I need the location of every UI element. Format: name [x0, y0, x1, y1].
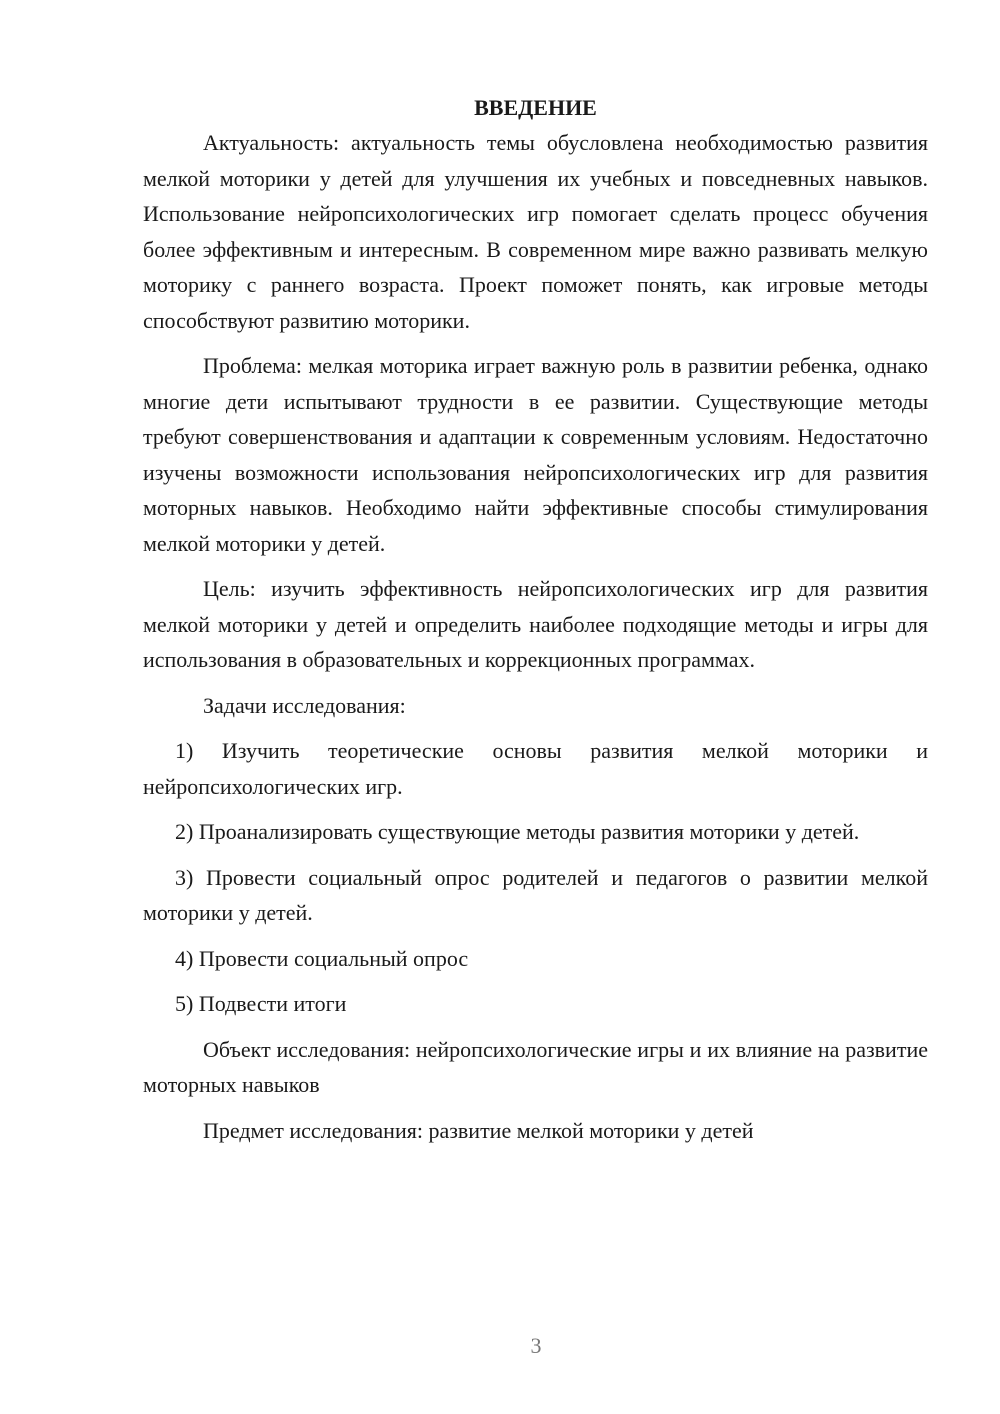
task-item: 5) Подвести итоги: [175, 991, 347, 1016]
page-number: 3: [530, 1333, 542, 1358]
task-item: 2) Проанализировать существующие методы развития моторики у детей.: [175, 819, 860, 844]
object-paragraph: Объект исследования: нейропсихологические игры и их влияние на развитие моторных навыков: [143, 1036, 928, 1097]
document-page: [143, 90, 928, 1158]
task-item: 3) Провести социальный опрос родителей и педагогов о развитии мелкой моторики у детей.: [143, 864, 928, 925]
relevance-paragraph: Актуальность: актуальность темы обусловлена необходимостью развития мелкой моторики у детей для улучшения их учебных и повседневных навыков. Использование нейропсихологических игр помогает сделать процесс обучения более эффективным и интересным. В современном мире важно развивать мелкую моторику с раннего возраста. Проект поможет понять, как игровые методы способствуют развитию моторики.: [143, 130, 928, 333]
tasks-heading: Задачи исследования:: [203, 692, 406, 718]
task-item: 1) Изучить теоретические основы развития мелкой моторики и нейропсихологических игр.: [143, 738, 928, 799]
subject-paragraph: Предмет исследования: развитие мелкой моторики у детей: [203, 1117, 754, 1143]
goal-paragraph: Цель: изучить эффективность нейропсихологических игр для развития мелкой моторики у детей и определить наиболее подходящие методы и игры для использования в образовательных и коррекционных программах.: [143, 576, 928, 672]
task-item: 4) Провести социальный опрос: [175, 945, 469, 971]
problem-paragraph: Проблема: мелкая моторика играет важную роль в развитии ребенка, однако многие дети испытывают трудности в ее развитии. Существующие методы требуют совершенствования и адаптации к современным условиям. Недостаточно изучены возможности использования нейропсихологических игр для развития моторных навыков. Необходимо найти эффективные способы стимулирования мелкой моторики у детей.: [143, 353, 928, 556]
document-title: ВВЕДЕНИЕ: [474, 95, 597, 120]
